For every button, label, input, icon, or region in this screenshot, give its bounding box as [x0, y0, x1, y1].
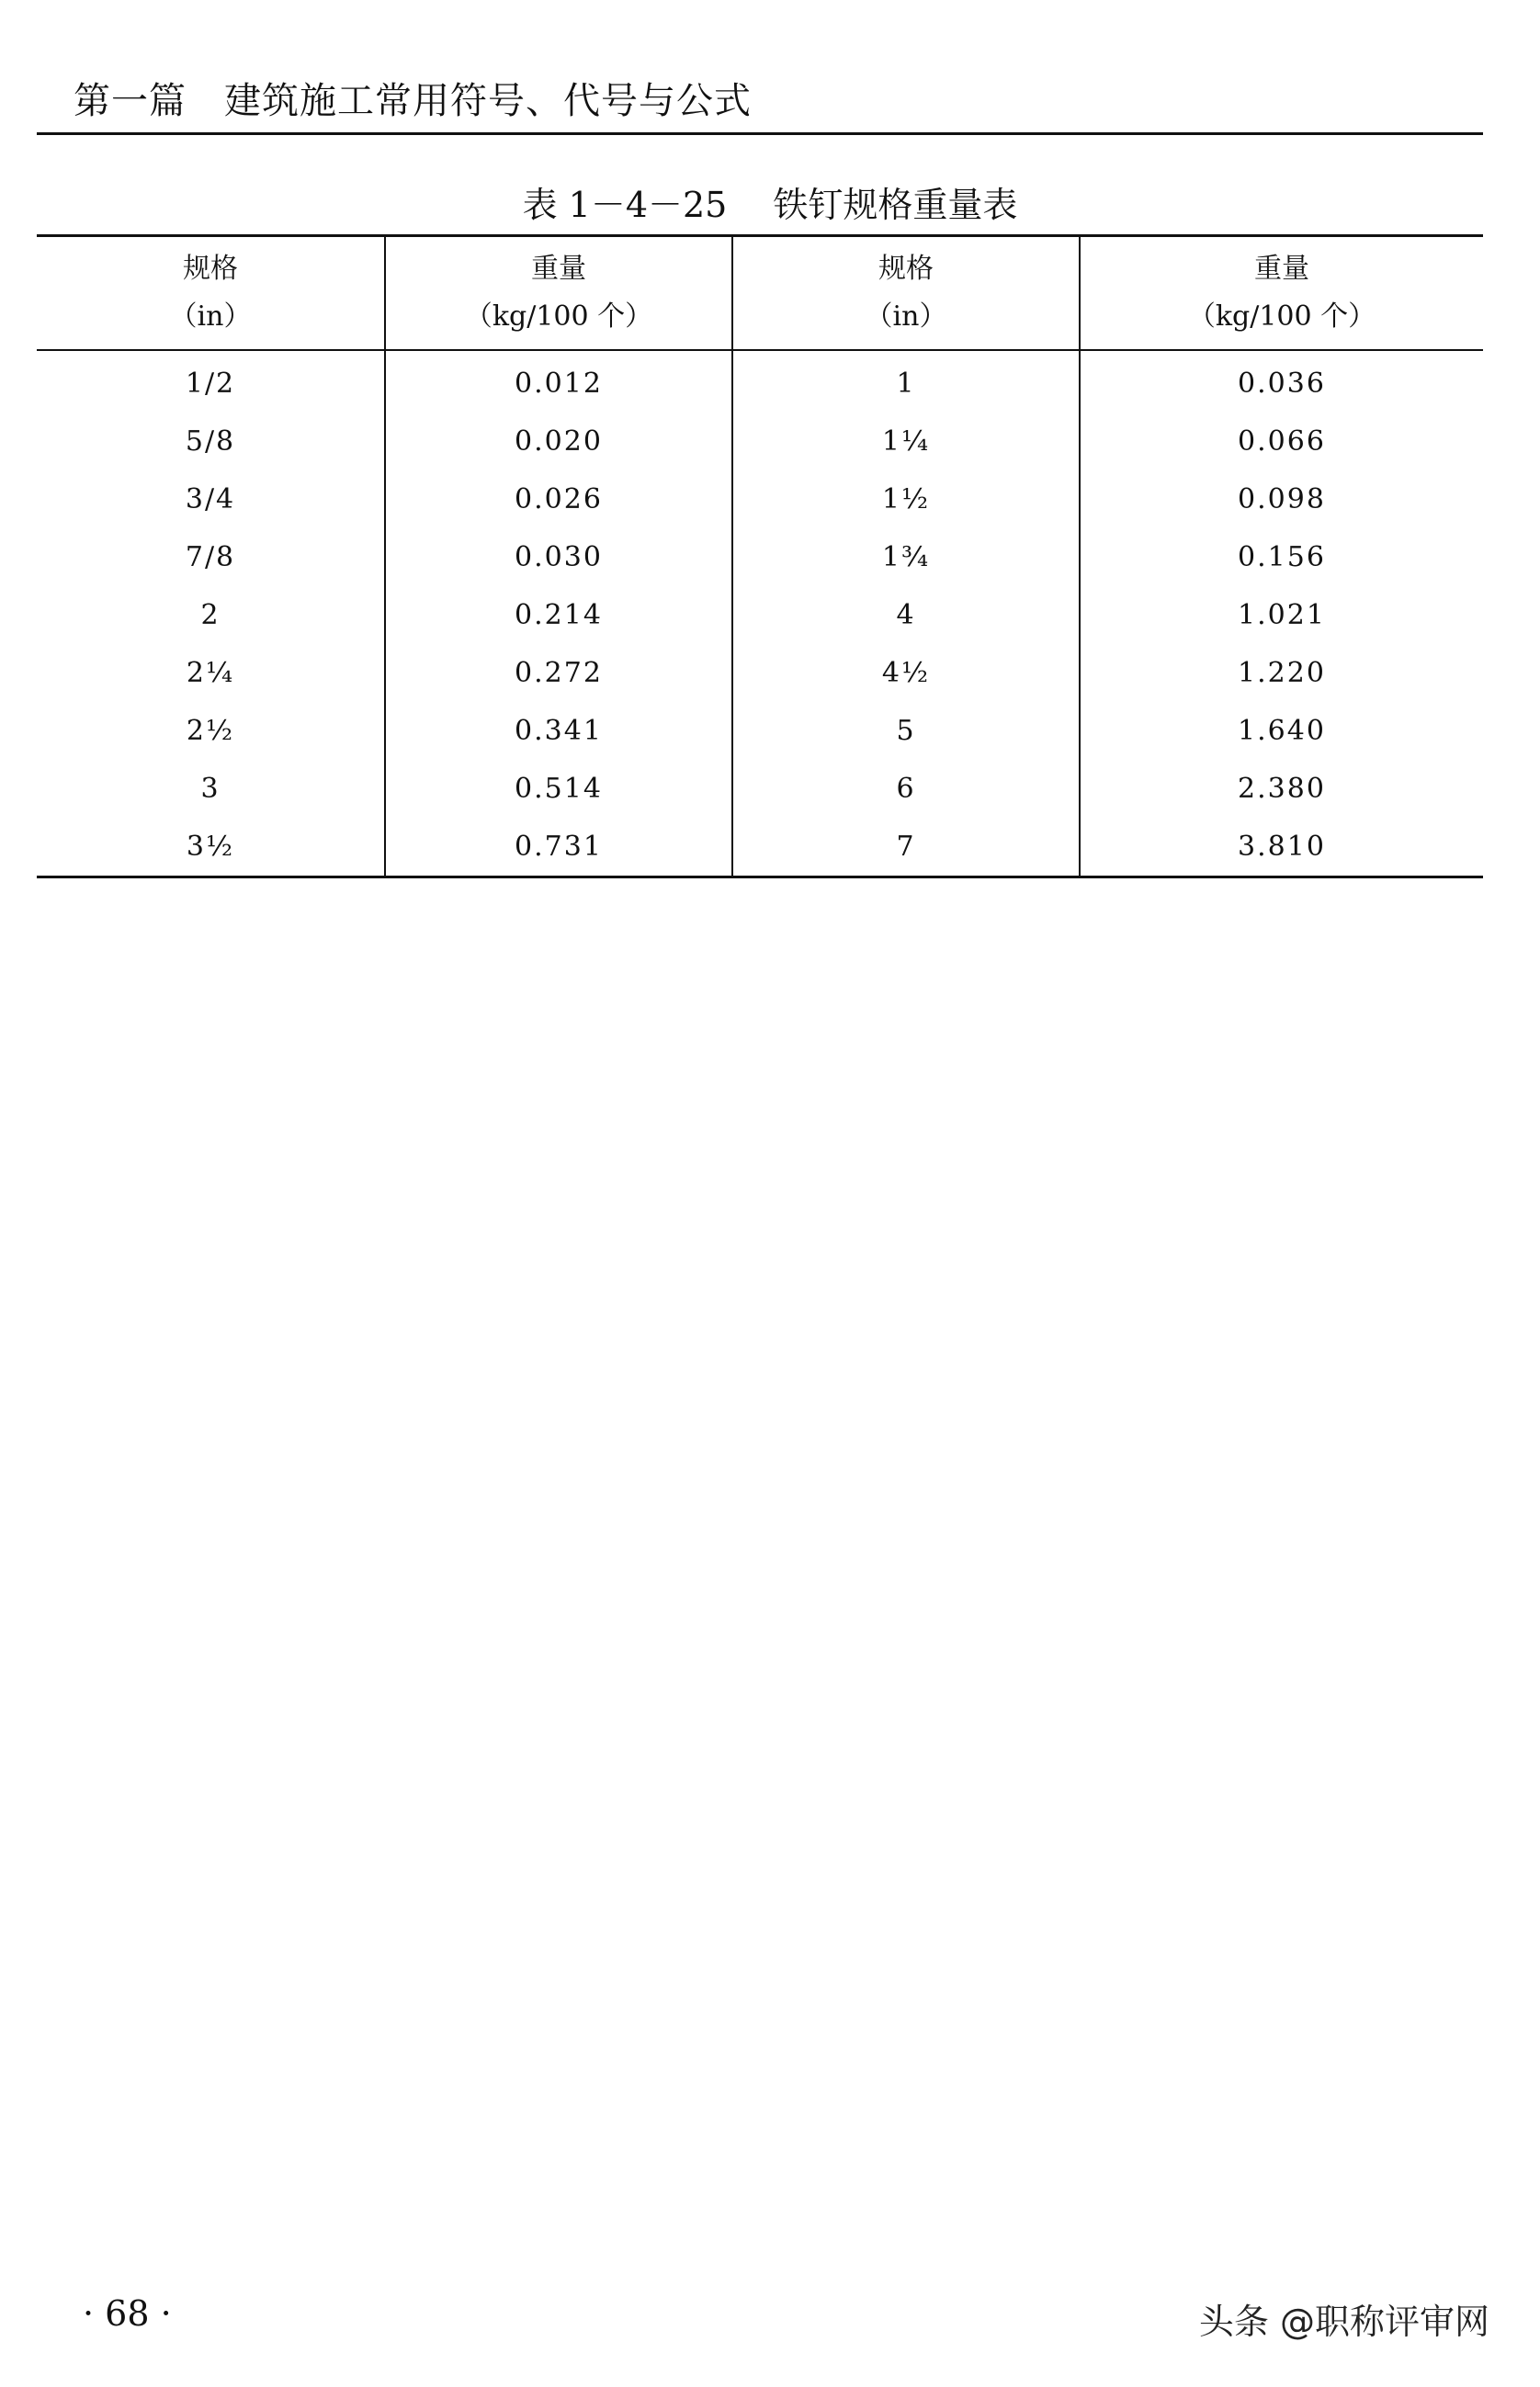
table-cell: 0.731 — [385, 818, 732, 877]
table-row — [37, 470, 1483, 528]
table-cell: 0.272 — [385, 644, 732, 702]
table-container — [37, 234, 1483, 878]
table-cell: 0.341 — [385, 702, 732, 760]
column-header-weight-right — [1080, 236, 1483, 351]
table-row — [37, 702, 1483, 760]
table-cell: 6 — [732, 760, 1080, 818]
column-header-unit: （kg/100 个） — [464, 300, 653, 333]
table-cell: 0.066 — [1080, 413, 1483, 470]
table-cell: 5 — [732, 702, 1080, 760]
column-header-name: 规格 — [183, 253, 238, 285]
table-header-row — [37, 236, 1483, 351]
table-cell: 3 — [200, 773, 221, 805]
column-header-spec-left — [37, 236, 385, 351]
table-cell: 0.514 — [385, 760, 732, 818]
table-row — [37, 760, 1483, 818]
table-cell: 1¼ — [732, 413, 1080, 470]
table-row — [37, 586, 1483, 644]
table-cell: 1.640 — [1080, 702, 1483, 760]
column-header-unit: （in） — [169, 300, 252, 333]
column-header-weight-left — [385, 236, 732, 351]
column-header-unit: （in） — [865, 300, 947, 333]
table-cell: 0.214 — [385, 586, 732, 644]
column-header-name: 重量 — [1254, 253, 1309, 285]
table-cell: 3.810 — [1080, 818, 1483, 877]
table-cell: 1/2 — [185, 368, 236, 400]
page-number: · 68 · — [83, 2293, 172, 2334]
table-cell: 4½ — [732, 644, 1080, 702]
table-cell: 1½ — [732, 470, 1080, 528]
table-cell: 1 — [732, 350, 1080, 413]
table-cell: 0.036 — [1080, 350, 1483, 413]
table-cell: 3/4 — [185, 483, 236, 515]
header-rule — [37, 132, 1483, 135]
table-cell: 7 — [732, 818, 1080, 877]
table-cell: 5/8 — [185, 425, 236, 458]
table-cell: 0.030 — [385, 528, 732, 586]
nail-weight-table — [37, 234, 1483, 878]
table-cell: 0.020 — [385, 413, 732, 470]
table-cell: 2¼ — [186, 657, 235, 689]
table-cell: 2½ — [186, 715, 235, 747]
column-header-name: 规格 — [878, 253, 934, 285]
table-row — [37, 818, 1483, 877]
table-cell: 7/8 — [185, 541, 236, 573]
table-cell: 0.026 — [385, 470, 732, 528]
column-header-name: 重量 — [531, 253, 586, 285]
table-cell: 2 — [200, 599, 221, 631]
table-row — [37, 350, 1483, 413]
table-row — [37, 413, 1483, 470]
table-cell: 0.156 — [1080, 528, 1483, 586]
table-cell: 1.021 — [1080, 586, 1483, 644]
column-header-unit: （kg/100 个） — [1187, 300, 1376, 333]
table-cell: 0.012 — [385, 350, 732, 413]
table-title: 表 1－4－25 铁钉规格重量表 — [522, 185, 1018, 225]
table-cell: 0.098 — [1080, 470, 1483, 528]
watermark: 头条 @职称评审网 — [1198, 2302, 1489, 2342]
table-row — [37, 528, 1483, 586]
table-cell: 2.380 — [1080, 760, 1483, 818]
column-header-spec-right — [732, 236, 1080, 351]
table-cell: 4 — [732, 586, 1080, 644]
table-cell: 3½ — [37, 818, 385, 877]
table-row — [37, 644, 1483, 702]
table-cell: 1.220 — [1080, 644, 1483, 702]
table-cell: 1¾ — [732, 528, 1080, 586]
running-head-title: 第一篇 建筑施工常用符号、代号与公式 — [74, 80, 752, 122]
